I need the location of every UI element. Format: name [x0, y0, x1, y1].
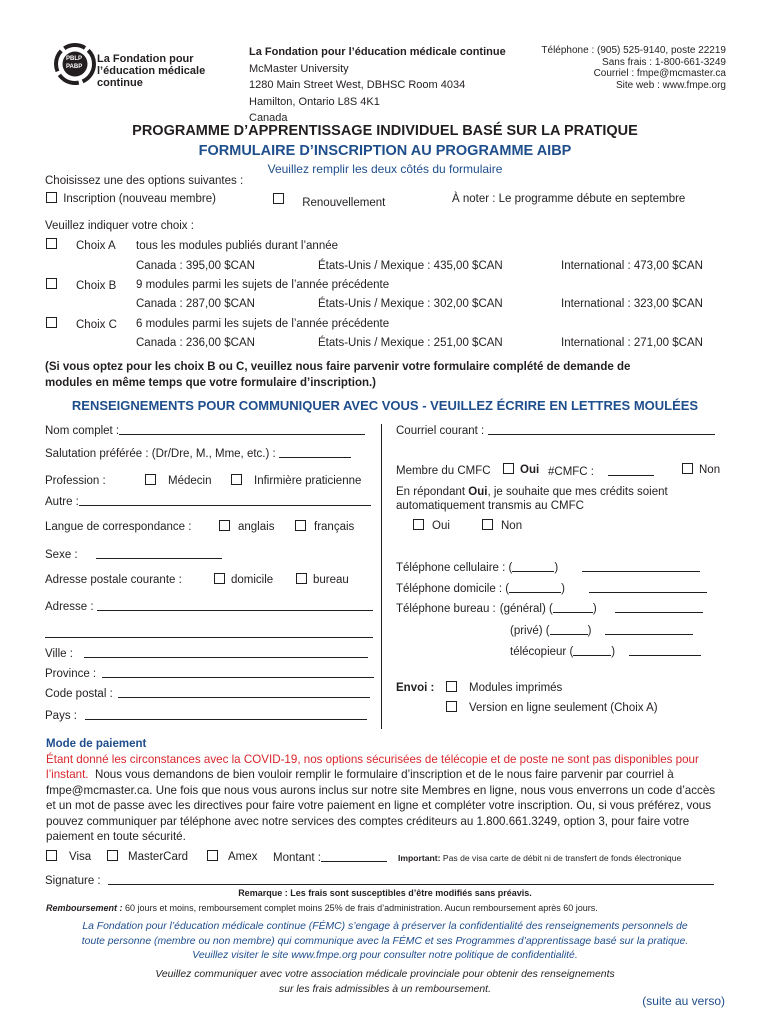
fee-remark: Remarque : Les frais sont susceptibles d’être modifiés sans préavis. — [238, 888, 532, 898]
province-field[interactable] — [45, 667, 374, 680]
sex-label: Sexe : — [45, 549, 78, 561]
office-address-option[interactable] — [296, 573, 349, 586]
english-checkbox[interactable] — [219, 520, 230, 531]
fax-area-input[interactable] — [573, 645, 611, 656]
signature-field[interactable] — [45, 874, 714, 887]
choice-price-canada: Canada : 395,00 $CAN — [136, 260, 255, 272]
cell-phone-label: Téléphone cellulaire : ( — [396, 562, 513, 574]
fax-input[interactable] — [629, 645, 701, 656]
privacy-statement — [0, 920, 770, 964]
consent-line-2: automatiquement transmis au CMFC — [396, 500, 584, 512]
home-address-label: domicile — [231, 574, 274, 586]
full-name-field[interactable] — [45, 424, 365, 437]
choices-prompt: Veuillez indiquer votre choix : — [45, 220, 194, 232]
cfpc-number-input[interactable] — [608, 465, 654, 476]
amount-field[interactable] — [273, 851, 387, 864]
salutation-field[interactable] — [45, 447, 351, 460]
choice-price-us: États-Unis / Mexique : 302,00 $CAN — [318, 298, 503, 310]
cell-phone-field[interactable] — [396, 561, 700, 574]
choice-price-international: International : 473,00 $CAN — [561, 260, 703, 272]
provincial-line: Veuillez communiquer avec votre association médicale provinciale pour obtenir des renseignements — [155, 969, 615, 980]
cfpc-yes-label: Oui — [520, 464, 540, 476]
online-version-label: Version en ligne seulement (Choix A) — [469, 702, 658, 714]
paren: ) — [554, 562, 559, 574]
important-text: Pas de visa carte de débit ni de transfert de fonds électronique — [442, 853, 682, 863]
address-line: 1280 Main Street West, DBHSC Room 4034 — [249, 79, 466, 91]
office-address-label: bureau — [313, 574, 349, 586]
choices-note-line: modules en même temps que votre formulaire d’inscription.) — [45, 377, 377, 389]
amount-label: Montant : — [273, 852, 321, 864]
new-member-label: Inscription (nouveau membre) — [63, 193, 216, 205]
fax-label: télécopieur ( — [510, 646, 574, 658]
country-label: Pays : — [45, 710, 77, 722]
logo-badge-bottom: PABP — [66, 64, 83, 70]
doctor-checkbox[interactable] — [145, 474, 156, 485]
private-phone-field[interactable] — [510, 624, 693, 637]
full-name-label: Nom complet : — [45, 425, 120, 437]
paren: ) — [611, 646, 616, 658]
salutation-label: Salutation préférée : (Dr/Dre, M., Mme, etc.) : — [45, 448, 276, 460]
choice-c-checkbox[interactable] — [46, 317, 57, 328]
consent-yes-checkbox[interactable] — [413, 519, 424, 530]
provincial-note — [0, 968, 770, 997]
options-prompt: Choisissez une des options suivantes : — [45, 175, 244, 187]
consent-line-1 — [396, 486, 668, 498]
cell-phone-area-input[interactable] — [512, 561, 554, 572]
printed-modules-label: Modules imprimés — [469, 682, 563, 694]
provincial-line: sur les frais admissibles à un remboursement. — [279, 983, 491, 995]
consent-yes-label: Oui — [432, 520, 450, 532]
consent-text-bold: Oui — [468, 486, 488, 498]
renewal-checkbox[interactable] — [273, 193, 284, 204]
program-start-note: À noter : Le programme débute en septembre — [452, 193, 686, 205]
consent-no-checkbox[interactable] — [482, 519, 493, 530]
postal-code-field[interactable] — [45, 687, 370, 700]
payment-body: Nous vous demandons de bien vouloir remplir le formulaire d’inscription et de le nous faire parvenir par courriel à fmpe@mcmaster.ca. Une fois que nous vous aurons inclus sur notre site Membres en ligne, nous vous enverrons un code d’accès et un mot de passe avec les directives pour faire votre paiement en ligne et compléter votre inscription. Ou, si vous préférez, vous pouvez communiquer par téléphone avec notre services des comptes créditeurs au 1.800.661.3249, option 3, pour faire votre paiement en toute sécurité. — [46, 768, 716, 844]
work-phone-area-input[interactable] — [553, 602, 593, 613]
consent-no-label: Non — [501, 520, 523, 532]
refund-policy — [46, 903, 598, 913]
new-member-option[interactable] — [46, 192, 216, 205]
privacy-line: toute personne (membre ou non membre) qui communique avec la FÉMC et ses Programmes d’apprentissage basé sur la pratique. — [81, 935, 689, 947]
postal-code-input[interactable] — [118, 687, 370, 698]
address-line: Hamilton, Ontario L8S 4K1 — [249, 95, 380, 108]
visa-option[interactable] — [46, 850, 91, 863]
choices-note — [45, 359, 630, 391]
online-version-option[interactable] — [446, 701, 658, 714]
address-block — [249, 44, 506, 127]
province-input[interactable] — [102, 667, 374, 678]
logo-badge-top: PBLP — [66, 56, 83, 62]
other-input[interactable] — [79, 495, 371, 506]
important-note — [398, 853, 681, 863]
doctor-option[interactable] — [145, 474, 211, 487]
cfpc-number-label: #CMFC : — [548, 466, 594, 478]
french-checkbox[interactable] — [295, 520, 306, 531]
visa-label: Visa — [69, 851, 92, 863]
address-line: La Fondation pour l’éducation médicale continue — [249, 46, 506, 58]
mailing-address-label: Adresse postale courante : — [45, 574, 182, 586]
logo-name-line: continue — [97, 77, 143, 89]
english-label: anglais — [238, 521, 275, 533]
choice-price-international: International : 323,00 $CAN — [561, 298, 703, 310]
choice-description: 9 modules parmi les sujets de l’année précédente — [136, 279, 390, 291]
other-profession-field[interactable] — [45, 495, 371, 508]
contact-block — [541, 45, 726, 91]
payment-instructions — [46, 752, 726, 844]
mastercard-option[interactable] — [107, 850, 188, 863]
signature-label: Signature : — [45, 875, 101, 887]
amount-input[interactable] — [321, 851, 387, 862]
address-field[interactable] — [45, 600, 373, 613]
contact-phone: Téléphone : (905) 525-9140, poste 22219 — [541, 45, 726, 56]
mastercard-checkbox[interactable] — [107, 850, 118, 861]
choice-label: Choix B — [76, 280, 117, 292]
city-field[interactable] — [45, 647, 368, 660]
address-line-2[interactable] — [45, 627, 373, 640]
email-input[interactable] — [488, 424, 715, 435]
nurse-option[interactable] — [231, 474, 361, 487]
french-option[interactable] — [295, 520, 354, 533]
consent-text: En répondant — [396, 486, 469, 498]
printed-modules-checkbox[interactable] — [446, 681, 457, 692]
privacy-line: La Fondation pour l’éducation médicale continue (FÉMC) s’engage à préserver la confidentialité des renseignements personnels de — [82, 921, 688, 932]
french-label: français — [314, 521, 355, 533]
cfpc-yes-checkbox[interactable] — [503, 463, 514, 474]
province-label: Province : — [45, 668, 97, 680]
cfpc-number-field[interactable] — [548, 465, 654, 478]
other-label: Autre : — [45, 496, 79, 508]
payment-heading: Mode de paiement — [46, 738, 147, 750]
choice-price-canada: Canada : 236,00 $CAN — [136, 337, 255, 349]
renewal-option[interactable] — [273, 193, 386, 209]
choices-note-line: (Si vous optez pour les choix B ou C, veuillez nous faire parvenir votre formulaire complété de demande de — [45, 361, 631, 373]
paren: ) — [587, 625, 592, 637]
choice-b-checkbox[interactable] — [46, 278, 57, 289]
choice-label: Choix A — [76, 240, 116, 252]
continued-overleaf: (suite au verso) — [642, 994, 725, 1008]
main-title: PROGRAMME D’APPRENTISSAGE INDIVIDUEL BASÉ SUR LA PRATIQUE — [132, 123, 638, 139]
printed-modules-option[interactable] — [446, 681, 562, 694]
paren: ) — [592, 603, 597, 615]
logo — [54, 43, 96, 85]
email-field[interactable] — [396, 424, 715, 437]
choice-description: 6 modules parmi les sujets de l’année précédente — [136, 318, 390, 330]
contact-tollfree: Sans frais : 1-800-661-3249 — [602, 56, 726, 68]
home-address-option[interactable] — [214, 573, 273, 586]
email-label: Courriel courant : — [396, 425, 485, 437]
fax-field[interactable] — [510, 645, 701, 658]
amex-label: Amex — [228, 851, 258, 863]
sex-input[interactable] — [96, 548, 222, 559]
cell-phone-input[interactable] — [582, 561, 700, 572]
paren: ) — [561, 583, 565, 595]
home-phone-area-input[interactable] — [509, 582, 561, 593]
logo-name — [97, 53, 205, 89]
address-line: McMaster University — [249, 62, 349, 75]
work-phone-input[interactable] — [615, 602, 703, 613]
english-option[interactable] — [219, 520, 274, 533]
nurse-checkbox[interactable] — [231, 474, 242, 485]
new-member-checkbox[interactable] — [46, 192, 57, 203]
cfpc-no-checkbox[interactable] — [682, 463, 693, 474]
address-line: Canada — [249, 112, 288, 124]
home-address-checkbox[interactable] — [214, 573, 225, 584]
country-input[interactable] — [85, 709, 367, 720]
covid-notice: Étant donné les circonstances avec la COVID-19, nos options sécurisées de télécopie et de poste ne sont pas disponibles pour l’instant. — [46, 753, 699, 782]
delivery-label: Envoi : — [396, 682, 435, 694]
doctor-label: Médecin — [168, 475, 212, 487]
choice-price-us: États-Unis / Mexique : 251,00 $CAN — [318, 337, 503, 349]
contact-section-heading: RENSEIGNEMENTS POUR COMMUNIQUER AVEC VOUS - VEUILLEZ ÉCRIRE EN LETTRES MOULÉES — [71, 398, 699, 413]
postal-code-label: Code postal : — [45, 688, 113, 700]
address-input[interactable] — [97, 600, 373, 611]
nurse-label: Infirmière praticienne — [254, 475, 362, 487]
office-address-checkbox[interactable] — [296, 573, 307, 584]
address-label: Adresse : — [45, 601, 94, 613]
choice-price-canada: Canada : 287,00 $CAN — [136, 298, 255, 310]
salutation-input[interactable] — [279, 447, 351, 458]
choice-label: Choix C — [76, 319, 117, 331]
home-phone-input[interactable] — [589, 582, 707, 593]
refund-text: 60 jours et moins, remboursement complet moins 25% de frais d’administration. Aucun remboursement après 60 jours. — [125, 903, 598, 913]
address-line-2-input[interactable] — [45, 627, 373, 638]
sex-field[interactable] — [45, 548, 222, 561]
cfpc-no-option[interactable] — [682, 463, 720, 476]
contact-email: Courriel : fmpe@mcmaster.ca — [593, 68, 726, 79]
important-label: Important: — [398, 853, 441, 863]
city-input[interactable] — [84, 647, 368, 658]
refund-label: Remboursement : — [46, 903, 123, 913]
consent-text: , je souhaite que mes crédits soient — [487, 486, 668, 498]
profession-label: Profession : — [45, 475, 106, 487]
consent-yes-option[interactable] — [413, 519, 450, 532]
home-phone-label: Téléphone domicile : ( — [396, 583, 510, 595]
work-phone-field[interactable] — [396, 602, 703, 615]
city-label: Ville : — [45, 648, 73, 660]
column-divider — [381, 424, 382, 729]
visa-checkbox[interactable] — [46, 850, 57, 861]
home-phone-field[interactable] — [396, 582, 707, 595]
logo-name-line: La Fondation pour — [97, 53, 194, 65]
choice-price-international: International : 271,00 $CAN — [561, 337, 703, 349]
work-phone-label: Téléphone bureau : — [396, 603, 496, 615]
cfpc-member-label: Membre du CMFC — [396, 465, 491, 477]
sub-title: FORMULAIRE D’INSCRIPTION AU PROGRAMME AIBP — [198, 143, 572, 159]
online-version-checkbox[interactable] — [446, 701, 457, 712]
private-phone-area-input[interactable] — [550, 624, 588, 635]
consent-no-option[interactable] — [482, 519, 522, 532]
cfpc-no-label: Non — [699, 464, 721, 476]
cfpc-yes-option[interactable] — [503, 463, 539, 476]
full-name-input[interactable] — [119, 424, 365, 435]
signature-input[interactable] — [108, 874, 714, 885]
private-phone-label: (privé) ( — [510, 625, 550, 637]
privacy-line: Veuillez visiter le site www.fmpe.org pour consulter notre politique de confidentialité. — [192, 950, 578, 961]
private-phone-input[interactable] — [605, 624, 693, 635]
logo-name-line: l’éducation médicale — [97, 65, 206, 77]
country-field[interactable] — [45, 709, 367, 722]
renewal-label: Renouvellement — [302, 197, 386, 209]
choice-description: tous les modules publiés durant l’année — [136, 240, 339, 252]
mastercard-label: MasterCard — [128, 851, 189, 863]
amex-checkbox[interactable] — [207, 850, 218, 861]
work-phone-general-label: (général) ( — [499, 603, 553, 615]
title-note: Veuillez remplir les deux côtés du formulaire — [267, 162, 503, 176]
choice-price-us: États-Unis / Mexique : 435,00 $CAN — [318, 260, 503, 272]
language-label: Langue de correspondance : — [45, 521, 192, 533]
choice-a-checkbox[interactable] — [46, 238, 57, 249]
contact-website: Site web : www.fmpe.org — [615, 79, 726, 91]
amex-option[interactable] — [207, 850, 257, 863]
